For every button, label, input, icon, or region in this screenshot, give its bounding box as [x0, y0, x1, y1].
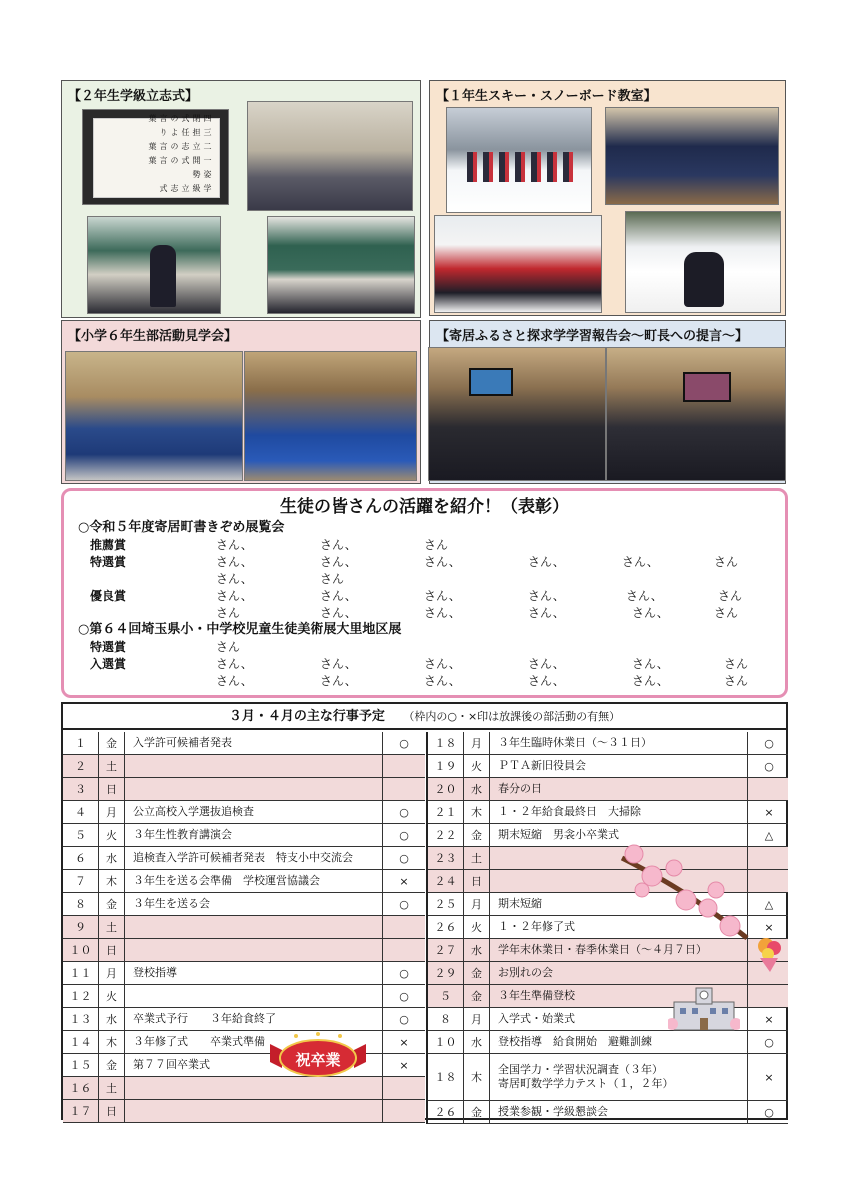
day-cell: １６ — [63, 1077, 99, 1099]
schedule-note: （枠内の○・×印は放課後の部活動の有無） — [403, 710, 621, 723]
award-name: さん — [724, 674, 749, 688]
day-cell: ８ — [428, 1008, 464, 1030]
day-cell: ５ — [63, 824, 99, 846]
event-cell: 春分の日 — [490, 778, 748, 800]
award-name: さん — [320, 572, 345, 586]
award-name: さん、 — [528, 606, 565, 620]
award-name: さん — [714, 606, 739, 620]
award-row-suisen — [78, 536, 771, 553]
award-name: さん — [216, 640, 241, 654]
board-line: 二 立志の言葉 — [148, 142, 212, 150]
photo-classroom-blackboard — [267, 216, 415, 314]
photo-ski-lunch — [605, 107, 779, 205]
event-cell: ３年修了式 卒業式準備 — [125, 1031, 383, 1053]
event-cell: １・２年修了式 — [490, 916, 748, 938]
panel-furusato-report — [429, 320, 786, 484]
club-activity-mark: ○ — [399, 805, 409, 819]
club-activity-mark — [748, 847, 790, 869]
award-name: さん、 — [320, 657, 357, 671]
club-activity-mark: ○ — [399, 851, 409, 865]
day-cell: ２６ — [428, 916, 464, 938]
weekday-cell: 日 — [99, 778, 125, 800]
event-cell: 公立高校入学選抜追検査 — [125, 801, 383, 823]
weekday-cell: 月 — [464, 893, 490, 915]
schedule-row — [428, 732, 788, 755]
event-cell: ＰＴＡ新旧役員会 — [490, 755, 748, 777]
event-cell — [125, 985, 383, 1007]
award-row-tokusen — [78, 553, 771, 570]
schedule-row — [63, 962, 425, 985]
photo-ski-group — [434, 215, 602, 313]
award-name: さん、 — [528, 589, 565, 603]
day-cell: ９ — [63, 916, 99, 938]
club-activity-mark: ○ — [399, 966, 409, 980]
club-activity-mark — [383, 916, 425, 938]
panel-title: 【２年生学級立志式】 — [68, 89, 199, 104]
award-name: さん — [216, 606, 241, 620]
award-label: 推薦賞 — [90, 538, 127, 552]
day-cell: １７ — [63, 1100, 99, 1122]
event-cell: 卒業式予行 ３年給食終了 — [125, 1008, 383, 1030]
day-cell: ３ — [63, 778, 99, 800]
club-activity-mark: ○ — [399, 989, 409, 1003]
event-cell — [125, 755, 383, 777]
event-cell: 授業参観・学級懇談会 — [490, 1101, 748, 1123]
weekday-cell: 土 — [464, 847, 490, 869]
award-name: さん、 — [320, 589, 357, 603]
event-cell: ３年生性教育講演会 — [125, 824, 383, 846]
schedule-row — [63, 870, 425, 893]
photo-club-activity — [244, 351, 417, 481]
award-name: さん、 — [424, 606, 461, 620]
board-line: 三 担任より — [159, 128, 212, 136]
event-cell: 入学式・始業式 — [490, 1008, 748, 1030]
schedule-row — [63, 1054, 425, 1077]
club-activity-mark — [748, 870, 790, 892]
club-activity-mark: △ — [764, 897, 774, 911]
award-row-yusyu — [78, 587, 771, 604]
event-cell — [125, 939, 383, 961]
weekday-cell: 火 — [464, 916, 490, 938]
day-cell: ２４ — [428, 870, 464, 892]
panel-title: 【１年生スキー・スノーボード教室】 — [436, 89, 657, 104]
weekday-cell: 水 — [464, 778, 490, 800]
board-line: 姿勢 — [192, 170, 212, 178]
day-cell: ２０ — [428, 778, 464, 800]
day-cell: １０ — [63, 939, 99, 961]
awards-section-art: ○第６４回埼玉県小・中学校児童生徒美術展大里地区展 — [78, 622, 402, 637]
day-cell: ２３ — [428, 847, 464, 869]
award-name: さん、 — [216, 589, 253, 603]
day-cell: １４ — [63, 1031, 99, 1053]
schedule-row — [63, 916, 425, 939]
day-cell: ２７ — [428, 939, 464, 961]
event-cell — [490, 1054, 748, 1100]
day-cell: １９ — [428, 755, 464, 777]
schedule-row — [63, 1100, 425, 1123]
award-row-tokusen-cont — [78, 570, 771, 587]
weekday-cell: 木 — [464, 1054, 490, 1100]
photo-table-tennis — [65, 351, 243, 481]
award-name: さん、 — [424, 657, 461, 671]
club-activity-mark: ○ — [399, 736, 409, 750]
weekday-cell: 金 — [464, 1101, 490, 1123]
weekday-cell: 月 — [99, 801, 125, 823]
day-cell: ５ — [428, 985, 464, 1007]
board-line: 学級立志式 — [159, 184, 212, 192]
weekday-cell: 月 — [99, 962, 125, 984]
schedule-title: ３月・４月の主な行事予定 — [228, 709, 385, 724]
weekday-cell: 木 — [99, 870, 125, 892]
photo-presentation-mayor — [428, 347, 606, 481]
photo-student-speaking — [87, 216, 221, 314]
club-activity-mark: ○ — [764, 759, 774, 773]
day-cell: １ — [63, 732, 99, 754]
weekday-cell: 金 — [464, 824, 490, 846]
schedule-row — [63, 1077, 425, 1100]
award-name: さん、 — [622, 555, 659, 569]
event-cell: お別れの会 — [490, 962, 748, 984]
board-line: 四 閉式の言葉 — [148, 114, 212, 122]
awards-box — [61, 488, 788, 698]
award-name: さん、 — [632, 606, 669, 620]
day-cell: ４ — [63, 801, 99, 823]
club-activity-mark: ○ — [764, 1035, 774, 1049]
awards-title: 生徒の皆さんの活躍を紹介！（表彰） — [280, 497, 569, 517]
panel-club-visit — [61, 320, 421, 484]
schedule-row — [63, 778, 425, 801]
photo-board-calligraphy — [82, 109, 229, 205]
award-label: 特選賞 — [90, 555, 127, 569]
day-cell: １５ — [63, 1054, 99, 1076]
club-activity-mark — [748, 778, 790, 800]
photo-snowboard — [625, 211, 781, 313]
day-cell: １８ — [428, 732, 464, 754]
weekday-cell: 水 — [99, 1008, 125, 1030]
schedule-header — [63, 704, 786, 730]
schedule-row — [63, 847, 425, 870]
event-cell: ３年生を送る会 — [125, 893, 383, 915]
event-cell — [125, 1077, 383, 1099]
club-activity-mark: △ — [764, 828, 774, 842]
event-line: 全国学力・学習状況調査（３年） — [498, 1063, 663, 1076]
board-line: 一 開式の言葉 — [148, 156, 212, 164]
bouquet-icon — [752, 934, 786, 974]
event-cell — [125, 1100, 383, 1122]
event-cell: 期末短縮 — [490, 893, 748, 915]
photo-ski-line — [446, 107, 592, 213]
event-cell: 第７７回卒業式 — [125, 1054, 383, 1076]
day-cell: ６ — [63, 847, 99, 869]
day-cell: １０ — [428, 1031, 464, 1053]
weekday-cell: 月 — [464, 732, 490, 754]
day-cell: ２２ — [428, 824, 464, 846]
schedule-row — [63, 939, 425, 962]
schedule-row — [63, 755, 425, 778]
weekday-cell: 火 — [99, 985, 125, 1007]
award-label: 入選賞 — [90, 657, 127, 671]
weekday-cell: 火 — [464, 755, 490, 777]
club-activity-mark — [383, 1077, 425, 1099]
event-cell: ３年生準備登校 — [490, 985, 748, 1007]
club-activity-mark — [383, 778, 425, 800]
award-label: 特選賞 — [90, 640, 127, 654]
weekday-cell: 日 — [99, 1100, 125, 1122]
day-cell: ７ — [63, 870, 99, 892]
award-name: さん、 — [216, 555, 253, 569]
photo-classroom-students — [247, 101, 413, 211]
panel-title: 【寄居ふるさと探求学学習報告会～町長への提言～】 — [436, 329, 749, 344]
award-name: さん、 — [632, 657, 669, 671]
weekday-cell: 日 — [464, 870, 490, 892]
award-name: さん — [424, 538, 449, 552]
award-name: さん、 — [216, 572, 253, 586]
day-cell: １３ — [63, 1008, 99, 1030]
weekday-cell: 月 — [464, 1008, 490, 1030]
award-name: さん、 — [216, 674, 253, 688]
event-cell: ３年生臨時休業日（～３１日） — [490, 732, 748, 754]
event-cell: 追検査入学許可候補者発表 特支小中交流会 — [125, 847, 383, 869]
award-name: さん、 — [424, 589, 461, 603]
award-name: さん、 — [632, 674, 669, 688]
award-row-yusyu-cont — [78, 604, 771, 621]
award-label: 優良賞 — [90, 589, 127, 603]
day-cell: １１ — [63, 962, 99, 984]
day-cell: ２ — [63, 755, 99, 777]
weekday-cell: 金 — [99, 732, 125, 754]
schedule-row — [63, 985, 425, 1008]
event-cell — [125, 916, 383, 938]
award-name: さん — [724, 657, 749, 671]
club-activity-mark — [383, 755, 425, 777]
club-activity-mark: ○ — [764, 736, 774, 750]
day-cell: ２５ — [428, 893, 464, 915]
sakura-branch-icon — [612, 838, 752, 948]
club-activity-mark: × — [764, 1070, 774, 1084]
day-cell: １８ — [428, 1054, 464, 1100]
club-activity-mark: ○ — [399, 897, 409, 911]
club-activity-mark: × — [399, 874, 409, 888]
event-cell: １・２年給食最終日 大掃除 — [490, 801, 748, 823]
awards-section-kakizome: ○令和５年度寄居町書きぞめ展覧会 — [78, 520, 285, 535]
weekday-cell: 金 — [464, 985, 490, 1007]
event-cell: 入学許可候補者発表 — [125, 732, 383, 754]
weekday-cell: 土 — [99, 916, 125, 938]
award-name: さん、 — [528, 674, 565, 688]
event-cell: ３年生を送る会準備 学校運営協議会 — [125, 870, 383, 892]
schedule-row — [63, 893, 425, 916]
award-name: さん、 — [320, 606, 357, 620]
club-activity-mark: ○ — [764, 1105, 774, 1119]
weekday-cell: 水 — [464, 1031, 490, 1053]
panel-title: 【小学６年生部活動見学会】 — [68, 329, 238, 344]
weekday-cell: 木 — [99, 1031, 125, 1053]
club-activity-mark: × — [764, 805, 774, 819]
photo-presentation-audience — [606, 347, 786, 481]
award-row-tokusen2 — [78, 638, 771, 655]
weekday-cell: 土 — [99, 755, 125, 777]
event-cell — [125, 778, 383, 800]
schedule-row — [428, 1054, 788, 1101]
weekday-cell: 水 — [464, 939, 490, 961]
club-activity-mark — [748, 985, 790, 1007]
club-activity-mark — [383, 939, 425, 961]
weekday-cell: 土 — [99, 1077, 125, 1099]
weekday-cell: 金 — [99, 893, 125, 915]
schedule-row — [428, 1031, 788, 1054]
award-name: さん、 — [320, 674, 357, 688]
club-activity-mark: ○ — [399, 828, 409, 842]
event-cell: 学年末休業日・春季休業日（～４月７日） — [490, 939, 748, 961]
award-name: さん、 — [626, 589, 663, 603]
panel-ski-class — [429, 80, 786, 316]
award-name: さん、 — [320, 555, 357, 569]
event-cell: 期末短縮 男衾小卒業式 — [490, 824, 748, 846]
panel-risshi-shiki — [61, 80, 421, 318]
club-activity-mark — [383, 1100, 425, 1122]
weekday-cell: 火 — [99, 824, 125, 846]
award-row-nyusen — [78, 655, 771, 672]
weekday-cell: 金 — [464, 962, 490, 984]
weekday-cell: 木 — [464, 801, 490, 823]
schedule-row — [63, 1008, 425, 1031]
award-name: さん、 — [320, 538, 357, 552]
event-line: 寄居町数学学力テスト（１，２年） — [498, 1077, 674, 1090]
schedule-row — [63, 824, 425, 847]
award-name: さん、 — [424, 674, 461, 688]
stamp-text: 祝卒業 — [295, 1051, 341, 1069]
weekday-cell: 日 — [99, 939, 125, 961]
school-building-icon — [668, 980, 740, 1032]
award-name: さん、 — [528, 657, 565, 671]
schedule-row — [63, 732, 425, 755]
schedule-row — [428, 801, 788, 824]
award-name: さん、 — [528, 555, 565, 569]
weekday-cell: 金 — [99, 1054, 125, 1076]
day-cell: ２９ — [428, 962, 464, 984]
award-name: さん、 — [424, 555, 461, 569]
club-activity-mark: × — [399, 1035, 409, 1049]
club-activity-mark: × — [764, 1012, 774, 1026]
club-activity-mark: ○ — [399, 1012, 409, 1026]
schedule-row — [63, 1031, 425, 1054]
day-cell: ２１ — [428, 801, 464, 823]
schedule-row — [63, 801, 425, 824]
day-cell: １２ — [63, 985, 99, 1007]
award-name: さん、 — [216, 657, 253, 671]
award-name: さん、 — [216, 538, 253, 552]
weekday-cell: 水 — [99, 847, 125, 869]
graduation-stamp — [266, 1030, 370, 1080]
event-cell: 登校指導 給食開始 避難訓練 — [490, 1031, 748, 1053]
club-activity-mark: × — [764, 920, 774, 934]
club-activity-mark: × — [399, 1058, 409, 1072]
day-cell: ２６ — [428, 1101, 464, 1123]
award-name: さん — [714, 555, 739, 569]
schedule-row — [428, 755, 788, 778]
day-cell: ８ — [63, 893, 99, 915]
schedule-row — [428, 778, 788, 801]
event-cell: 登校指導 — [125, 962, 383, 984]
schedule-column-march-early — [63, 732, 425, 1123]
award-name: さん — [718, 589, 743, 603]
award-row-nyusen-cont — [78, 672, 771, 689]
schedule-row — [428, 1101, 788, 1124]
